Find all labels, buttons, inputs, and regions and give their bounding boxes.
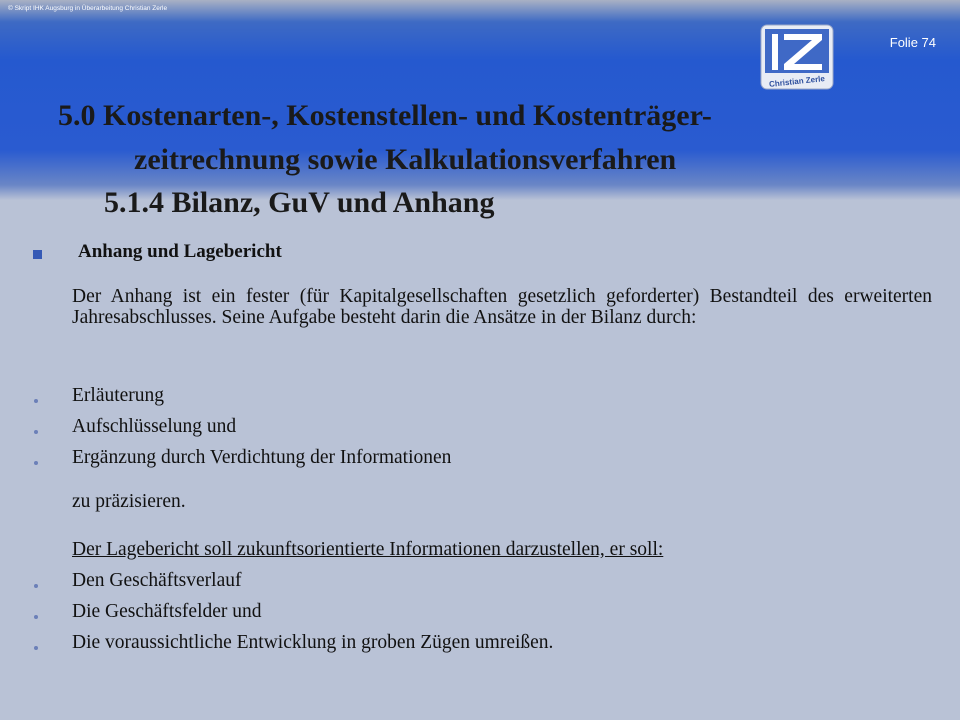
list-item: Erläuterung: [72, 385, 165, 406]
bullet-dot-icon: [34, 399, 38, 403]
list-item: Die voraussichtliche Entwicklung in groben Zügen umreißen.: [72, 632, 554, 653]
list-item: Aufschlüsselung und: [72, 416, 237, 437]
list-item: Die Geschäftsfelder und: [72, 601, 262, 622]
bullet-dot-icon: [34, 461, 38, 465]
slide-header: [0, 0, 960, 200]
anhang-paragraph: Der Anhang ist ein fester (für Kapitalgesellschaften gesetzlich geforderter) Bestandteil des erweiterten Jahresabschlusses. Seine Aufgabe besteht darin die Ansätze in der Bilanz durch:: [72, 286, 932, 328]
slide-number: Folie 74: [889, 35, 936, 50]
copyright-note: © Skript IHK Augsburg in Überarbeitung Christian Zerle: [8, 5, 168, 12]
cz-logo-icon: [760, 24, 834, 90]
logo-text: Christian Zerle: [768, 74, 826, 89]
slide-subtitle: 5.1.4 Bilanz, GuV und Anhang: [104, 186, 495, 219]
conclusion-text: zu präzisieren.: [72, 491, 186, 512]
title-line-2: zeitrechnung sowie Kalkulationsverfahren: [134, 143, 677, 176]
bullet-dot-icon: [34, 430, 38, 434]
lagebericht-intro: Der Lagebericht soll zukunftsorientierte Informationen darzustellen, er soll:: [72, 539, 664, 560]
list-item: Ergänzung durch Verdichtung der Informationen: [72, 447, 452, 468]
bullet-dot-icon: [34, 646, 38, 650]
square-bullet-icon: [33, 250, 42, 259]
title-line-1: 5.0 Kostenarten-, Kostenstellen- und Kostenträger-: [58, 99, 712, 132]
section-heading: Anhang und Lagebericht: [78, 241, 282, 262]
bullet-dot-icon: [34, 615, 38, 619]
list-item: Den Geschäftsverlauf: [72, 570, 242, 591]
bullet-dot-icon: [34, 584, 38, 588]
